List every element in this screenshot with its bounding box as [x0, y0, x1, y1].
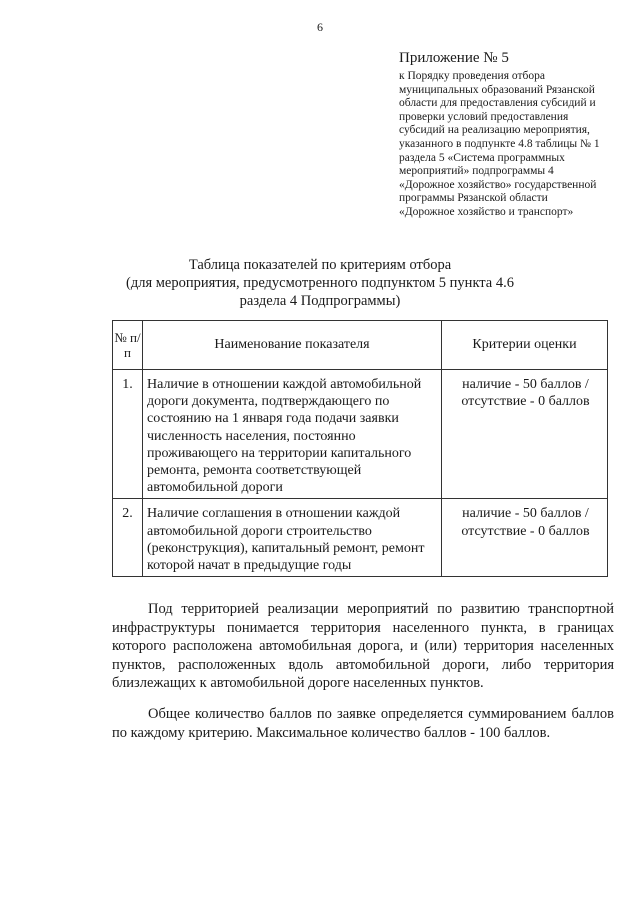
header-criteria: Критерии оценки: [442, 321, 608, 370]
table-row: [113, 499, 608, 577]
appendix-title: Приложение № 5: [399, 50, 509, 66]
row-number: 2.: [113, 499, 143, 577]
header-name: Наименование показателя: [143, 321, 442, 370]
territory-definition-paragraph: Под территорией реализации мероприятий по развитию транспортной инфраструктуры понимается территория населенного пункта, в границах которого расположена автомобильная дорога, и (или) территория населенных пунктов, расположенных вдоль автомобильной дороги, либо территория близлежащих к автомобильной дороге населенных пунктов.: [112, 601, 614, 692]
row-indicator-name: Наличие соглашения в отношении каждой автомобильной дороги строительство (реконструкция), капитальный ремонт, ремонт которой начат в предыдущие годы: [143, 499, 442, 577]
table-heading-line-3: раздела 4 Подпрограммы): [239, 293, 401, 309]
table-heading-line-1: Таблица показателей по критериям отбора: [188, 257, 452, 273]
header-number: № п/п: [113, 321, 143, 370]
appendix-reference: к Порядку проведения отбора муниципальных образований Рязанской области для предоставления субсидий и проверки условий предоставления субсидий на реализацию мероприятия, указанного в подпункте 4.8 таблицы № 1 раздела 5 «Система программных мероприятий» подпрограммы 4 «Дорожное хозяйство» государственной программы Рязанской области «Дорожное хозяйство и транспорт»: [399, 70, 600, 218]
row-criteria: наличие - 50 баллов / отсутствие - 0 баллов: [442, 370, 608, 499]
table-header-row: [113, 321, 608, 370]
table-heading-line-2: (для мероприятия, предусмотренного подпунктом 5 пункта 4.6: [126, 275, 514, 291]
table-heading: [120, 256, 520, 310]
row-indicator-name: Наличие в отношении каждой автомобильной дороги документа, подтверждающего по состоянию на 1 января года подачи заявки численность населения, постоянно проживающего на территории капитального ремонта, ремонта соответствующей автомобильной дороги: [143, 370, 442, 499]
table-row: [113, 370, 608, 499]
total-score-paragraph: Общее количество баллов по заявке определяется суммированием баллов по каждому критерию. Максимальное количество баллов - 100 баллов.: [112, 706, 614, 741]
page-number: 6: [317, 20, 323, 34]
appendix-block: [399, 50, 639, 220]
criteria-table: [112, 320, 608, 577]
row-criteria: наличие - 50 баллов / отсутствие - 0 баллов: [442, 499, 608, 577]
row-number: 1.: [113, 370, 143, 499]
